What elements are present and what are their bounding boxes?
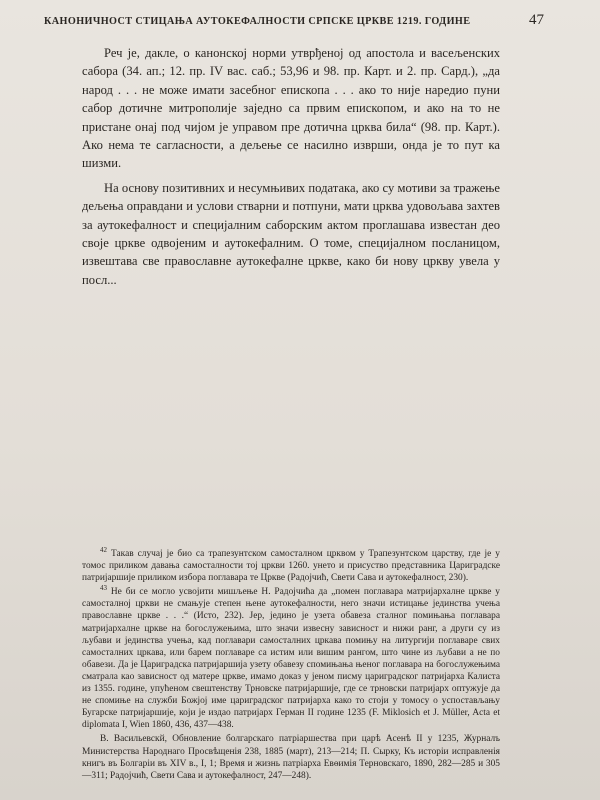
paragraph: Реч је, дакле, о канонској норми утврђеној од апостола и васељенских сабора (34. ап.; 12. пр. IV вас. саб.; 53,96 и 98. пр. Карт. и 2. пр. Сард.), „да народ . . . не може имати засебног епископа . . . ако то није наредио пуни сабор дотичне митрополије заједно са првим епископом, и ако на то не пристане онај под чијом је управом пре дотична црква била“ (98. пр. Карт.). Ако нема те сагласности, а дељење се насилно изврши, онда је то пут ка шизми. bbox=[82, 46, 500, 171]
page-number: 47 bbox=[529, 12, 544, 28]
page-header bbox=[44, 12, 544, 29]
footnote-text: В. Васильевскй, Обновление болгарскаго патріаршества при царѣ Асенѣ II у 1235, Журналъ Министерства Народнаго Просвѣщенія 238, 1885 (март), 213—214; П. Сырку, Къ исторіи исправленія книгъ въ Болгаріи въ XIV в., I, 1; Время и жизнь патріарха Евѳимія Терновскаго, 1890, 282—285 и 305—311; Радојчић, Свети Сава и аутокефалност, 247—248). bbox=[82, 734, 500, 781]
body-text bbox=[82, 44, 500, 295]
footnote-number: 42 bbox=[100, 545, 107, 554]
footnote bbox=[82, 545, 500, 584]
footnotes bbox=[82, 545, 500, 784]
footnote-text: Не би се могло усвојити мишљење Н. Радојчића да „помен поглавара матријархалне цркве у самосталној цркви не смањује степен њене аутокефалности, него значи истицање јединства учења православне цркве . . .“ (Исто, 232). Јер, једино је узета обавеза сталног помињања поглавара матријархалне цркве на богослужењима, што значи извесну зависност и нижи ранг, а други су из љубави и јединства учења, кад поглавари самосталних цркава помињу на литургији поглаваре свих самосталних цркава, или барем поглаваре са истим или вишим рангом, што чине из љубави а не по обавези. Да је Цариградска патријаршија узету обавезу спомињања њеног поглавара на богослужењима сматрала као зависност од матере цркве, имамо доказ у јеном писму цариградског патријарха Калиста из 1355. године, упућеном свештенству Трновске патријаршије, где се трновски патријарх оптужује да не спомиње на служби Божјој име цариградског патријарха како то стоји у томосу о успостављању Бугарске патријаршије, који је издао патријарх Герман II године 1235 (F. Miklosich et J. Müller, Acta et diplomata I, Wien 1860, 436, 437—438. bbox=[82, 587, 500, 731]
footnote bbox=[82, 733, 500, 781]
footnote-text: Такав случај је био са трапезунтском самосталном црквом у Трапезунтском царству, где је у томос приликом давања самосталности тој цркви 1260. унето и присуство представника Цариградске патријаршије приликом избора поглавара те Цркве (Радојчић, Свети Сава и аутокефалност, 230). bbox=[82, 549, 500, 584]
paragraph: На основу позитивних и несумњивих података, ако су мотиви за тражење дељења оправдани и услови стварни и потпуни, мати црква удовољава захтев за аутокефалност и специјалним саборским актом проглашава известан део своје цркве одвојеним и аутокефалним. О томе, специјалном посланицом, извештава све православне аутокефалне цркве, како би нову цркву увела у посл... bbox=[82, 180, 500, 287]
footnote-number: 43 bbox=[100, 584, 107, 593]
running-title: КАНОНИЧНОСТ СТИЦАЊА АУТОКЕФАЛНОСТИ СРПСКЕ ЦРКВЕ 1219. ГОДИНЕ bbox=[44, 16, 471, 27]
footnote bbox=[82, 586, 500, 731]
